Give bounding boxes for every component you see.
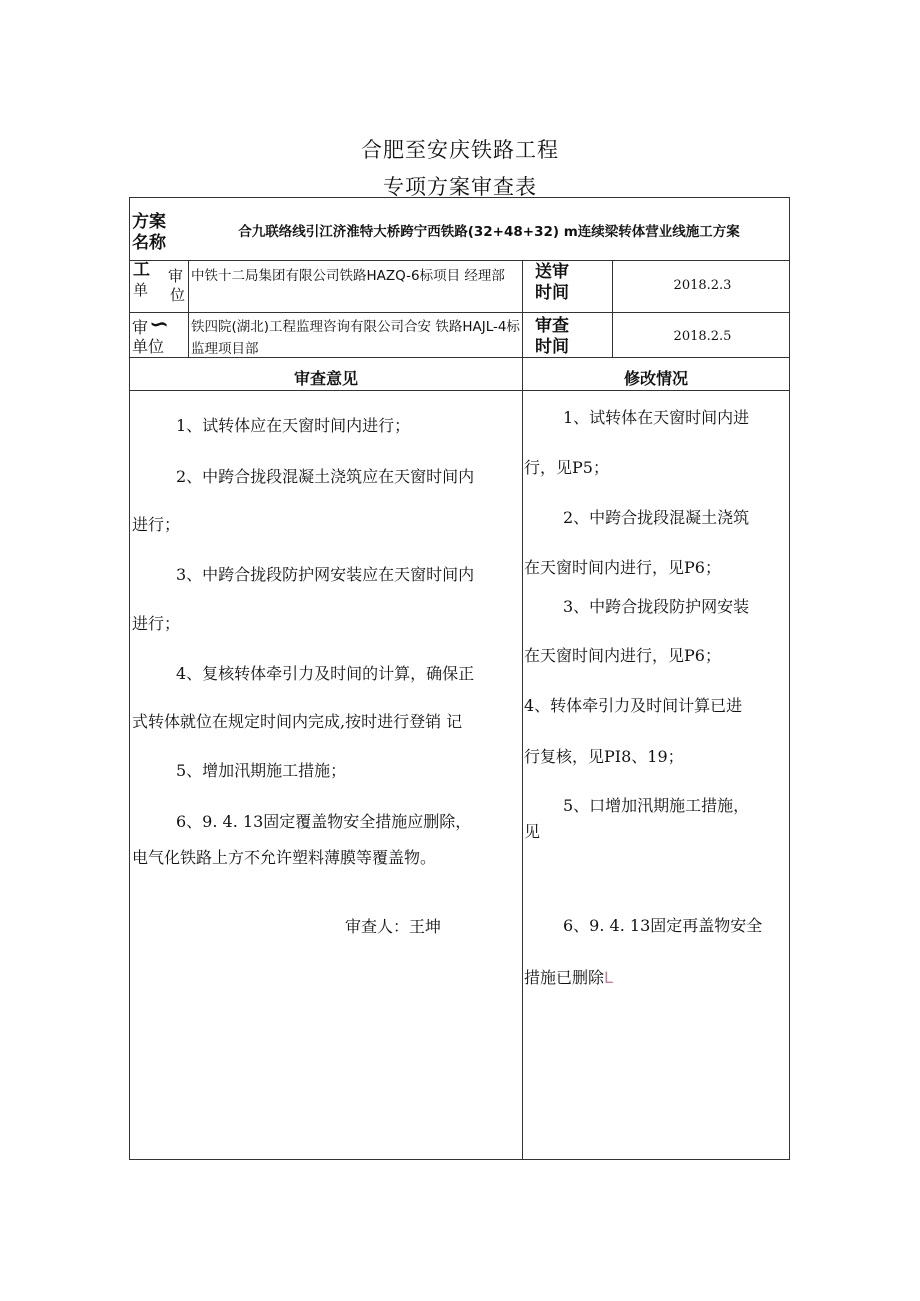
- document-subtitle: 专项方案审查表: [383, 175, 537, 199]
- opinion-item-3-line-2: 进行；: [132, 614, 181, 633]
- revision-item-1-line-1: 1、试转体在天窗时间内进: [563, 408, 750, 427]
- document-title: 合肥至安庆铁路工程: [361, 138, 559, 162]
- review-form-table: [129, 197, 790, 1160]
- review-unit-label-b: 单位: [132, 337, 165, 356]
- column-divider: [612, 260, 613, 357]
- revisions-header: 修改情况: [623, 369, 688, 388]
- opinion-item-1: 1、试转体应在天窗时间内进行；: [176, 416, 411, 435]
- opinion-item-2-line-1: 2、中跨合拢段混凝土浇筑应在天窗时间内: [176, 467, 475, 486]
- opinion-item-3-line-1: 3、中跨合拢段防护网安装应在天窗时间内: [176, 565, 475, 584]
- row-divider: [130, 312, 789, 313]
- review-date: 2018.2.5: [673, 329, 732, 344]
- revision-item-2-line-1: 2、中跨合拢段混凝土浇筑: [563, 508, 750, 527]
- opinion-item-6-line-1: 6、9. 4. 13固定覆盖物安全措施应删除，: [176, 812, 472, 831]
- squiggle-mark-icon: ∽: [149, 309, 170, 338]
- opinion-item-2-line-2: 进行；: [132, 515, 181, 534]
- opinions-header: 审查意见: [293, 369, 358, 388]
- revision-item-3-line-2: 在天窗时间内进行，见P6；: [524, 646, 721, 665]
- revision-item-5-line-2: 见: [524, 822, 541, 841]
- revision-item-4-line-2: 行复核，见PI8、19；: [524, 747, 684, 766]
- row-divider: [130, 260, 789, 261]
- revision-item-3-line-1: 3、中跨合拢段防护网安装: [563, 597, 750, 616]
- column-divider: [522, 260, 523, 1160]
- plan-name-label: 方案名称: [132, 212, 166, 253]
- revision-item-6-line-2: [524, 964, 613, 991]
- revision-item-6-line-1: 6、9. 4. 13固定再盖物安全: [563, 916, 763, 935]
- opinion-item-6-line-2: 电气化铁路上方不允许塑料薄膜等覆盖物。: [132, 848, 437, 867]
- review-unit-value: 铁四院(湖北)工程监理咨询有限公司合安 铁路HAJL-4标监理项目部: [191, 319, 520, 357]
- handwritten-mark: L: [604, 968, 613, 987]
- submit-unit-label-b: 审: [168, 267, 184, 285]
- submit-unit-value: 中铁十二局集团有限公司铁路HAZQ-6标项目 经理部: [191, 268, 505, 284]
- submit-date: 2018.2.3: [673, 278, 732, 293]
- plan-name-value: 合九联络线引江济淮特大桥跨宁西铁路(32+48+32) m连续梁转体营业线施工方案: [238, 224, 740, 240]
- reviewer-signature: 审查人：王坤: [345, 917, 442, 936]
- submit-unit-label-d: 位: [170, 286, 186, 304]
- column-divider: [188, 260, 189, 357]
- submit-unit-label-c: 单: [133, 281, 149, 299]
- revision-item-6-text: 措施已删除: [524, 968, 605, 987]
- submit-time-label: 送审时间: [535, 262, 569, 303]
- row-divider: [130, 390, 789, 391]
- revision-item-2-line-2: 在天窗时间内进行，见P6；: [524, 558, 721, 577]
- opinion-item-5: 5、增加汛期施工措施；: [176, 761, 347, 780]
- opinion-item-4-line-1: 4、复核转体牵引力及时间的计算，确保正: [176, 664, 475, 683]
- submit-unit-label-a: 工: [133, 260, 150, 280]
- review-time-label: 审查时间: [535, 316, 569, 357]
- revision-item-5-line-1: 5、口增加汛期施工措施，: [563, 796, 750, 815]
- revision-item-1-line-2: 行，见P5；: [524, 458, 609, 477]
- opinion-item-4-line-2: 式转体就位在规定时间内完成,按时进行登销 记: [132, 712, 463, 731]
- review-unit-label-a: 审: [132, 318, 149, 337]
- revision-item-4-line-1: 4、转体牵引力及时间计算已进: [524, 696, 743, 715]
